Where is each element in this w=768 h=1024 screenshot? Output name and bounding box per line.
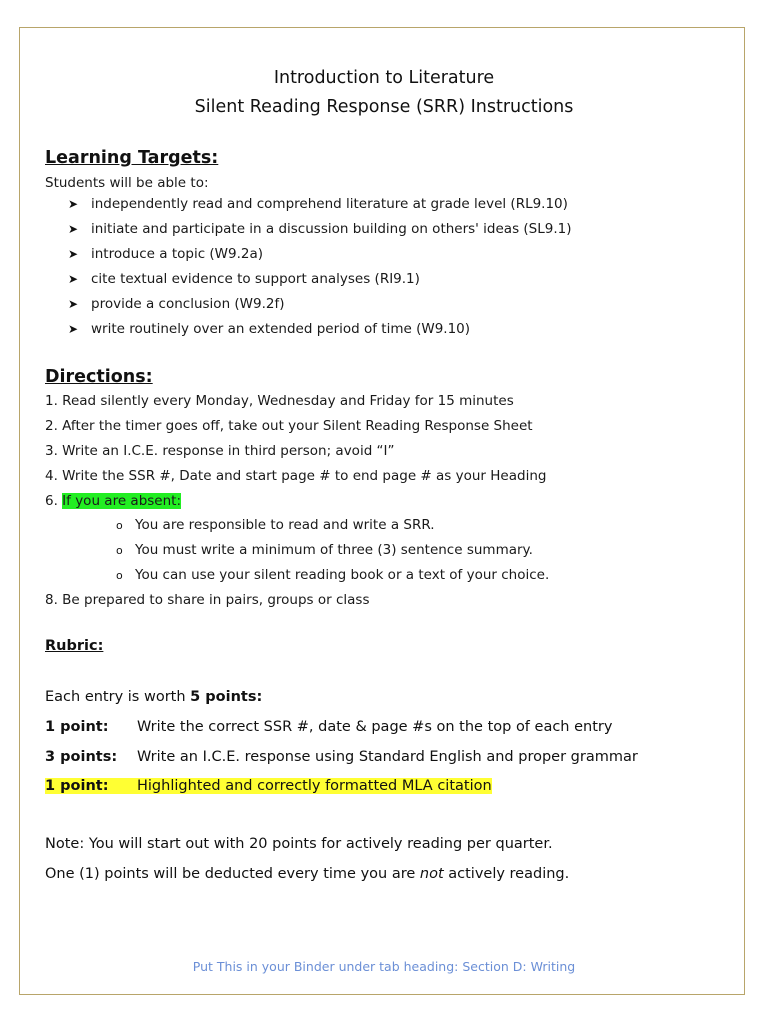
document-title: Introduction to Literature <box>273 68 495 88</box>
list-item: write routinely over an extended period of time (W9.10) <box>91 321 471 337</box>
arrowhead-bullet-icon: ➤ <box>68 222 79 236</box>
direction-step-absent <box>45 493 181 509</box>
rubric-worth <box>45 689 262 705</box>
list-item: cite textual evidence to support analyses (RI9.1) <box>91 271 420 287</box>
rubric-heading: Rubric: <box>45 638 104 654</box>
arrowhead-bullet-icon: ➤ <box>68 322 79 336</box>
rubric-row <box>45 719 612 735</box>
note-line-2-suffix: actively reading. <box>443 866 570 882</box>
direction-step: 1. Read silently every Monday, Wednesday and Friday for 15 minutes <box>45 393 514 409</box>
rubric-row-text: Highlighted and correctly formatted MLA citation <box>137 778 492 794</box>
rubric-worth-prefix: Each entry is worth <box>45 689 191 705</box>
circle-bullet-icon: o <box>116 544 123 557</box>
directions-heading: Directions: <box>45 367 153 387</box>
arrowhead-bullet-icon: ➤ <box>68 247 79 261</box>
arrowhead-bullet-icon: ➤ <box>68 197 79 211</box>
circle-bullet-icon: o <box>116 519 123 532</box>
list-item: independently read and comprehend literature at grade level (RL9.10) <box>91 196 568 212</box>
rubric-row-highlighted <box>45 778 492 794</box>
list-item: provide a conclusion (W9.2f) <box>91 296 285 312</box>
rubric-highlight <box>45 778 492 794</box>
direction-step: 8. Be prepared to share in pairs, groups or class <box>45 592 370 608</box>
circle-bullet-icon: o <box>116 569 123 582</box>
rubric-row-label: 1 point: <box>45 719 109 735</box>
rubric-row-label: 1 point: <box>45 778 109 794</box>
arrowhead-bullet-icon: ➤ <box>68 272 79 286</box>
note-line-2-emphasis: not <box>419 866 444 882</box>
arrowhead-bullet-icon: ➤ <box>68 297 79 311</box>
note-line-1: Note: You will start out with 20 points for actively reading per quarter. <box>45 836 553 852</box>
rubric-row-label: 3 points: <box>45 749 118 765</box>
direction-step: 3. Write an I.C.E. response in third person; avoid “I” <box>45 443 395 459</box>
rubric-row <box>45 749 638 765</box>
rubric-worth-points: 5 points: <box>190 689 263 705</box>
absent-item: You must write a minimum of three (3) sentence summary. <box>135 542 533 558</box>
direction-step: 4. Write the SSR #, Date and start page # to end page # as your Heading <box>45 468 547 484</box>
learning-targets-intro: Students will be able to: <box>45 175 209 191</box>
rubric-row-text: Write the correct SSR #, date & page #s on the top of each entry <box>137 719 613 735</box>
footer-note: Put This in your Binder under tab heading: Section D: Writing <box>192 959 576 974</box>
list-item: initiate and participate in a discussion building on others' ideas (SL9.1) <box>91 221 572 237</box>
note-line-2-prefix: One (1) points will be deducted every time you are <box>45 866 420 882</box>
list-item: introduce a topic (W9.2a) <box>91 246 264 262</box>
absent-item: You are responsible to read and write a SRR. <box>135 517 435 533</box>
absent-step-number: 6. <box>45 493 63 509</box>
absent-label-highlight: If you are absent: <box>62 493 181 509</box>
document-subtitle: Silent Reading Response (SRR) Instructions <box>194 97 574 117</box>
absent-item: You can use your silent reading book or a text of your choice. <box>135 567 550 583</box>
learning-targets-heading: Learning Targets: <box>45 148 219 168</box>
note-line-2 <box>45 866 569 882</box>
rubric-row-text: Write an I.C.E. response using Standard English and proper grammar <box>137 749 638 765</box>
direction-step: 2. After the timer goes off, take out your Silent Reading Response Sheet <box>45 418 533 434</box>
